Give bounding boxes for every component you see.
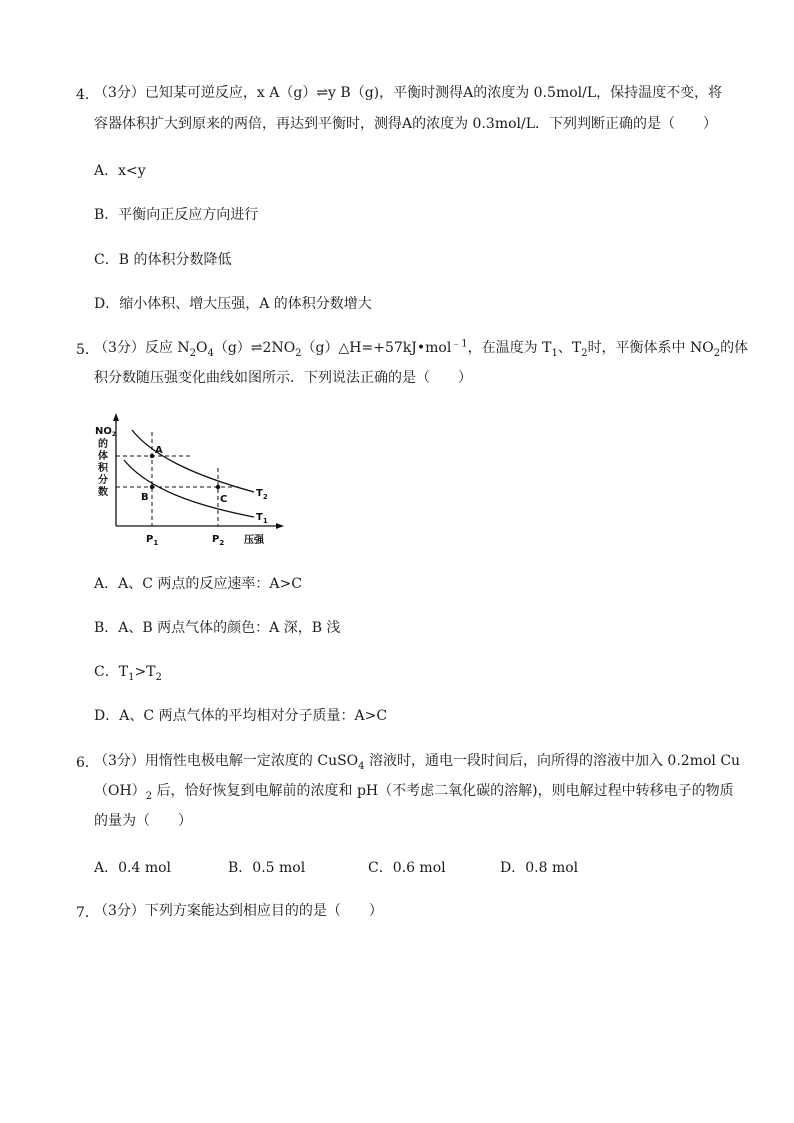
q6-option-c: C．0.6 mol bbox=[368, 860, 446, 876]
y-label-char-4: 分 bbox=[98, 475, 108, 486]
x-axis-arrow bbox=[276, 523, 284, 529]
q4-option-d: D．缩小体积、增大压强，A 的体积分数增大 bbox=[94, 296, 372, 312]
q5-option-b: B．A、B 两点气体的颜色：A 深，B 浅 bbox=[94, 620, 341, 636]
q5-option-a: A．A、C 两点的反应速率：A>C bbox=[94, 576, 302, 592]
y-label-char-1: 的 bbox=[98, 439, 108, 450]
q6-option-b: B．0.5 mol bbox=[228, 860, 306, 876]
point-c-dot bbox=[216, 485, 220, 489]
x-tick-p1: $P_1$ bbox=[146, 534, 159, 547]
y-label-char-3: 积 bbox=[98, 463, 108, 474]
y-axis-arrow bbox=[113, 413, 119, 421]
point-a-dot bbox=[150, 454, 154, 458]
q6-option-a: A．0.4 mol bbox=[94, 860, 172, 876]
y-label-char-2: 体 bbox=[98, 451, 108, 462]
q7-stem-line1: （3分）下列方案能达到相应目的的是（ ） bbox=[94, 903, 383, 919]
q5-option-c: C．$T_1>T_2$ bbox=[94, 664, 162, 683]
no2-volume-fraction-graph bbox=[92, 410, 292, 550]
q5-option-d: D．A、C 两点气体的平均相对分子质量：A>C bbox=[94, 708, 388, 724]
curve-t1 bbox=[124, 460, 254, 517]
x-axis-label: 压强 bbox=[244, 535, 264, 546]
q6-option-d: D．0.8 mol bbox=[500, 860, 579, 876]
y-label-char-5: 数 bbox=[98, 487, 108, 498]
point-c-label: C bbox=[220, 494, 228, 505]
point-b-dot bbox=[150, 485, 154, 489]
q6-stem-line2: $(OH)_2$ 后，恰好恢复到电解前的浓度和 pH（不考虑二氧化碳的溶解)，则电解过程中转移电子的物质 bbox=[94, 783, 734, 802]
q4-stem-line2: 容器体积扩大到原来的两倍，再达到平衡时，测得A的浓度为 0.3mol/L．下列判断正确的是（ ） bbox=[94, 116, 718, 132]
q5-number: 5． bbox=[76, 342, 99, 358]
q4-number: 4． bbox=[76, 87, 99, 103]
point-b-label: B bbox=[141, 492, 149, 503]
q4-option-b: B．平衡向正反应方向进行 bbox=[94, 207, 259, 223]
q6-stem-line1: （3分）用惰性电极电解一定浓度的 CuSO$_4$ 溶液时，通电一段时间后，向所得的溶液中加入 0.2mol Cu bbox=[94, 753, 741, 772]
q6-number: 6． bbox=[76, 755, 99, 771]
q4-option-c: C．B 的体积分数降低 bbox=[94, 252, 232, 268]
y-label-no2: $NO_2$ bbox=[95, 426, 117, 438]
q7-number: 7． bbox=[76, 905, 99, 921]
q5-stem-line2: 积分数随压强变化曲线如图所示．下列说法正确的是（ ） bbox=[94, 370, 472, 386]
q4-option-a: A．x<y bbox=[94, 163, 146, 179]
q6-stem-line3: 的量为（ ） bbox=[94, 813, 192, 829]
q5-stem-line1: （3分）反应 $N_2O_4(g)\rightleftharpoons 2NO_2(g)\triangle H=+57kJ•mol^{﹣1}$，在温度为 $T_1$、$T_2$时，平衡体系中 $NO_2$的体 bbox=[94, 338, 749, 359]
q4-stem-line1: （3分）已知某可逆反应，x A（g）⇌y B（g)，平衡时测得A的浓度为 0.5mol/L，保持温度不变，将 bbox=[94, 85, 723, 101]
x-tick-p2: $P_2$ bbox=[212, 534, 225, 547]
curve-t1-label: $T_1$ bbox=[256, 512, 268, 525]
curve-t2-label: $T_2$ bbox=[256, 488, 268, 501]
point-a-label: A bbox=[155, 445, 163, 456]
